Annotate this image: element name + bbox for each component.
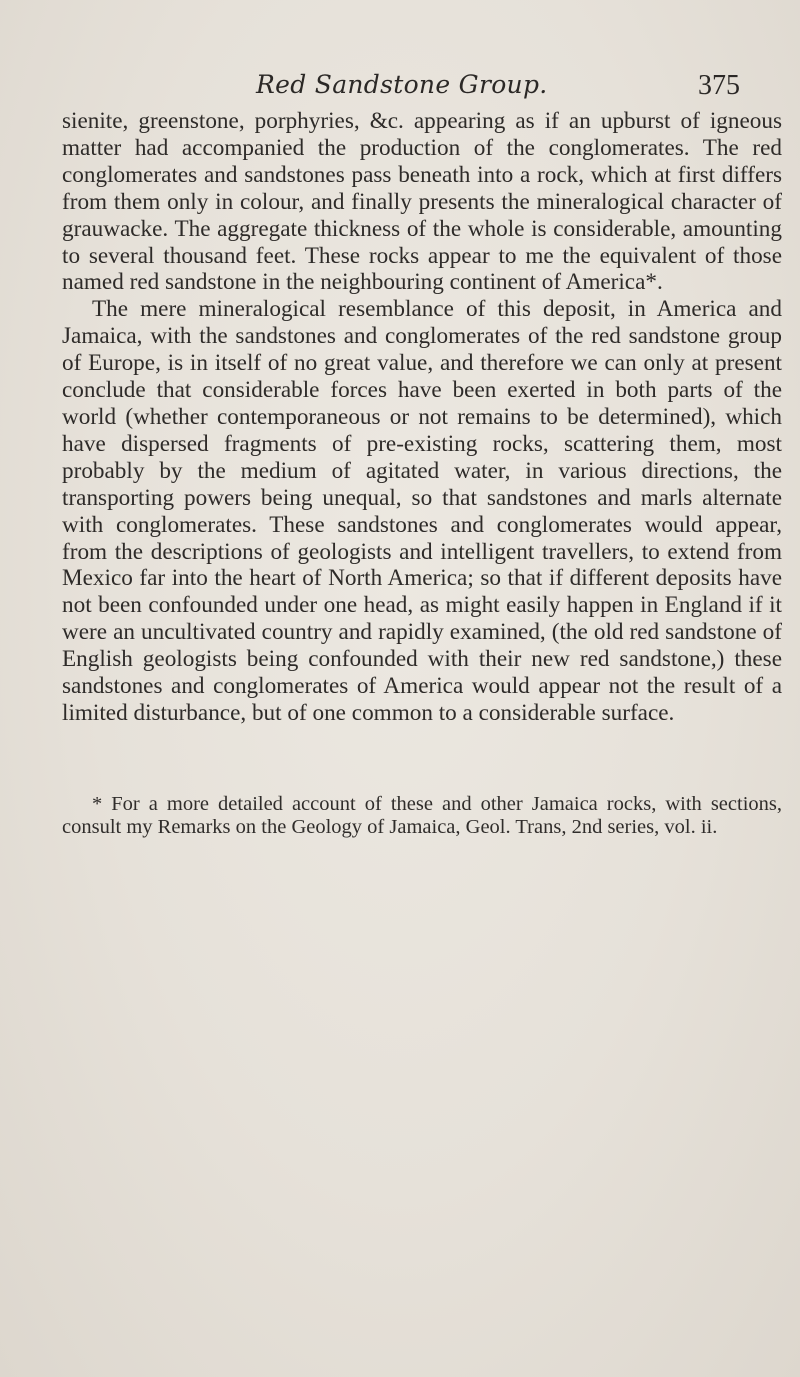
running-head <box>0 70 800 110</box>
paragraph-1: sienite, greenstone, porphyries, &c. appearing as if an upburst of igneous matter had accompanied the production of the conglomerates. The red conglomerates and sandstones pass beneath into a rock, which at first differs from them only in colour, and finally presents the mineralogical character of grauwacke. The aggregate thickness of the whole is considerable, amounting to several thousand feet. These rocks appear to me the equivalent of those named red sandstone in the neighbouring continent of America*. <box>62 108 782 296</box>
running-title: Red Sandstone Group. <box>256 70 548 99</box>
footnote <box>62 793 782 838</box>
paragraph-2: The mere mineralogical resemblance of this deposit, in America and Jamaica, with the sandstones and conglomerates of the red sandstone group of Europe, is in itself of no great value, and therefore we can only at present conclude that considerable forces have been exerted in both parts of the world (whether contemporaneous or not remains to be determined), which have dispersed fragments of pre-existing rocks, scattering them, most probably by the medium of agitated water, in various directions, the transporting powers being unequal, so that sandstones and marls alternate with conglomerates. These sandstones and conglomerates would appear, from the descriptions of geologists and intelligent travellers, to extend from Mexico far into the heart of North America; so that if different deposits have not been confounded under one head, as might easily happen in England if it were an uncultivated country and rapidly examined, (the old red sandstone of English geologists being confounded with their new red sandstone,) these sandstones and conglomerates of America would appear not the result of a limited disturbance, but of one common to a considerable surface. <box>62 296 782 726</box>
page-number: 375 <box>698 70 740 101</box>
body-text <box>62 108 782 727</box>
footnote-text: * For a more detailed account of these and other Jamaica rocks, with sections, consult my Remarks on the Geology of Jamaica, Geol. Trans, 2nd series, vol. ii. <box>62 793 782 838</box>
